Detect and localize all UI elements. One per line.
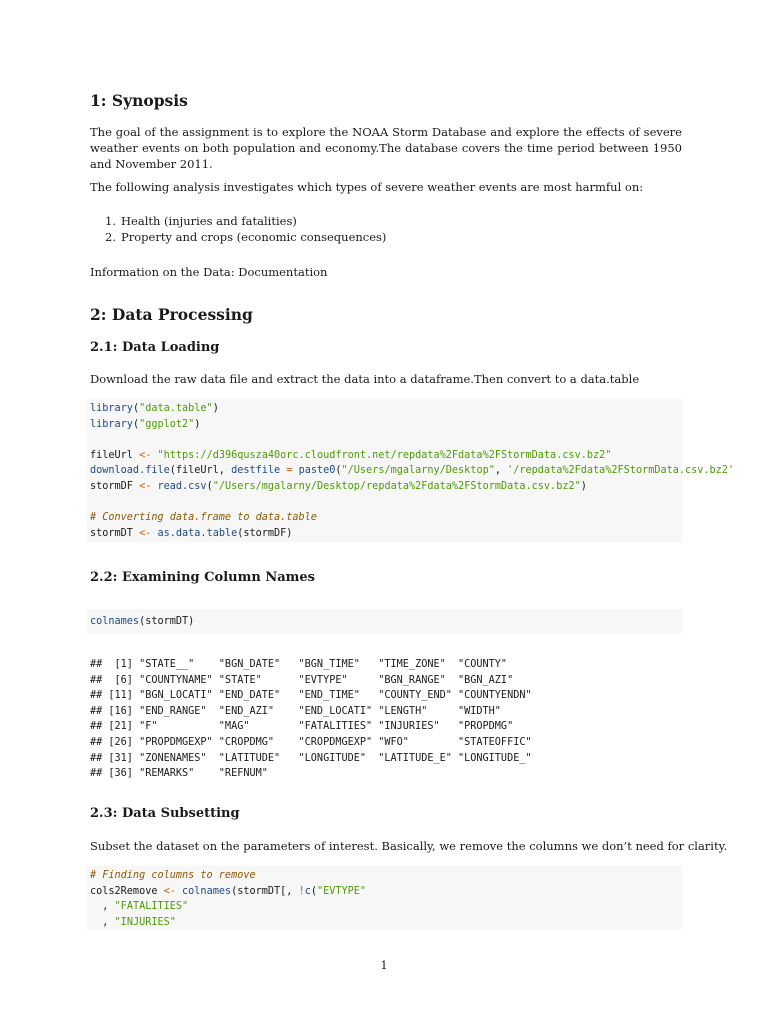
processing-heading: 2: Data Processing [90,305,253,324]
loading-heading: 2.1: Data Loading [90,340,220,355]
loading-code-block: library("data.table") library("ggplot2") fileUrl <- "https://d396qusza40orc.cloudfront.net/repdata%2Fdata%2FStormData.csv.bz2" download.file(fileUrl, destfile = paste0("/Users/mgalarny/Desktop", '/repdata%2Fdata%2FStormData.csv.bz2' stormDF <- read.csv("/Users/mgalarny/Desktop/repdata%2Fdata%2FStormData.csv.bz2") # Converting data.frame to data.table stormDT <- as.data.table(stormDF) [87,399,682,542]
subsetting-heading: 2.3: Data Subsetting [90,806,240,821]
subsetting-code-block: # Finding columns to remove cols2Remove <- colnames(stormDT[, !c("EVTYPE" , "FATALITIES" , "INJURIES" [87,866,682,930]
loading-paragraph: Download the raw data file and extract the data into a dataframe.Then convert to a data.table [90,372,640,386]
colnames-output: ## [1] "STATE__" "BGN_DATE" "BGN_TIME" "TIME_ZONE" "COUNTY" ## [6] "COUNTYNAME" "STATE" "EVTYPE" "BGN_RANGE" "BGN_AZI" ## [11] "BGN_LOCATI" "END_DATE" "END_TIME" "COUNTY_END" "COUNTYENDN" ## [16] "END_RANGE" "END_AZI" "END_LOCATI" "LENGTH" "WIDTH" ## [21] "F" "MAG" "FATALITIES" "INJURIES" "PROPDMG" ## [26] "PROPDMGEXP" "CROPDMG" "CROPDMGEXP" "WFO" "STATEOFFIC" ## [31] "ZONENAMES" "LATITUDE" "LONGITUDE" "LATITUDE_E" "LONGITUDE_" ## [36] "REMARKS" "REFNUM" [90,659,532,780]
data-info-line: Information on the Data: Documentation [90,265,328,279]
synopsis-heading: 1: Synopsis [90,91,188,110]
page-number: 1 [380,958,388,972]
subsetting-paragraph: Subset the dataset on the parameters of interest. Basically, we remove the columns we don’t need for clarity. [90,839,728,853]
synopsis-paragraph-2: The following analysis investigates which types of severe weather events are most harmful on: [90,180,644,194]
list-item: 1. Health (injuries and fatalities) [105,214,297,228]
synopsis-paragraph-1: The goal of the assignment is to explore the NOAA Storm Database and explore the effects of severe weather events on both population and economy.The database covers the time period between 1950 and November 2011. [90,125,682,171]
list-item: 2. Property and crops (economic consequences) [105,230,387,244]
columns-heading: 2.2: Examining Column Names [90,570,315,585]
colnames-code-block: colnames(stormDT) [87,609,682,634]
harm-list [90,213,386,245]
